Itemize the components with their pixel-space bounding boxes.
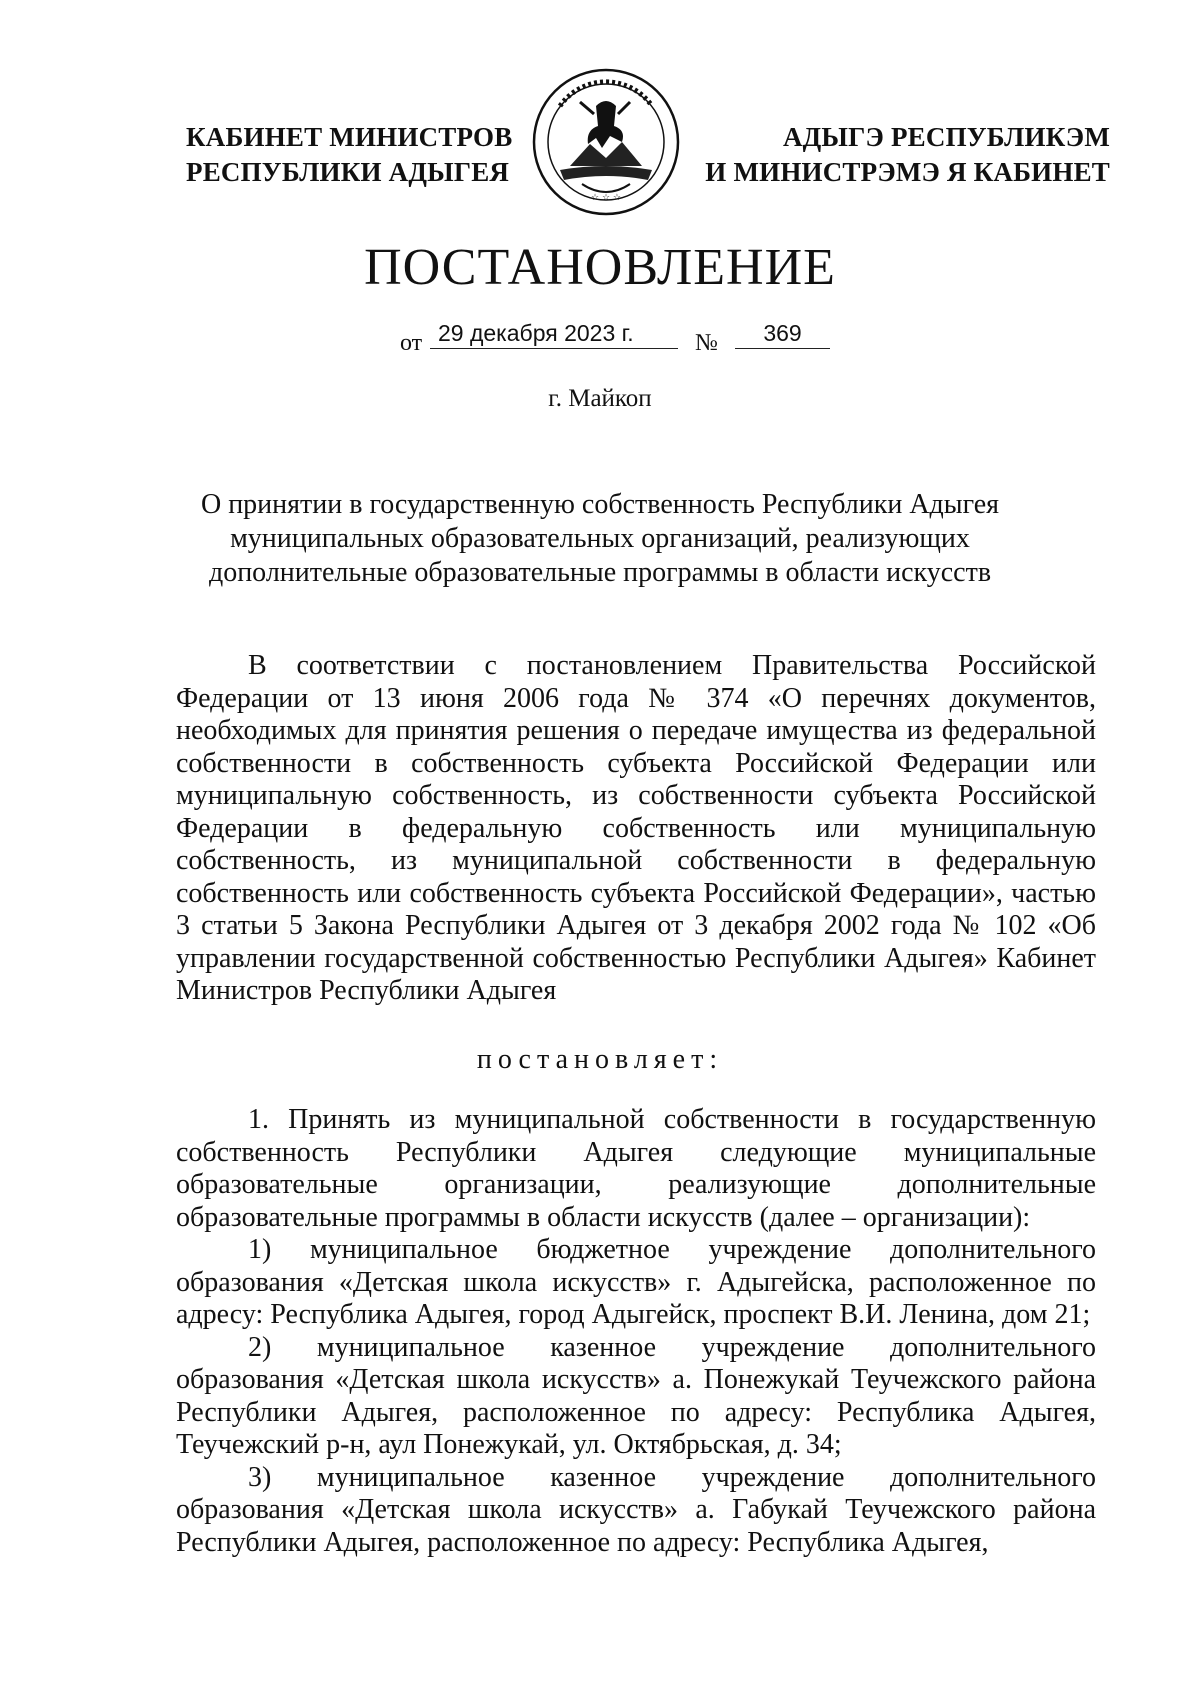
city: г. Майкоп bbox=[548, 385, 652, 412]
date-prefix: от bbox=[400, 330, 423, 356]
document-subject: О принятии в государственную собственность Республики Адыгея муниципальных образовательных организаций, реализующих дополнительные образовательные программы в области искусств bbox=[200, 489, 1000, 588]
resolves-heading: постановляет: bbox=[476, 1044, 724, 1075]
date-number-line bbox=[400, 318, 840, 358]
header-right-line2: И МИНИСТРЭМЭ Я КАБИНЕТ bbox=[705, 157, 1110, 187]
header-right bbox=[690, 120, 1110, 190]
sub-item-3: 3) муниципальное казенное учреждение дополнительного образования «Детская школа искусств» а. Габукай Теучежского района Республики Адыгея, расположенное по адресу: Республика Адыгея, bbox=[176, 1461, 1096, 1558]
header-left-line2: РЕСПУБЛИКИ АДЫГЕЯ bbox=[186, 157, 510, 187]
sub-item-1: 1) муниципальное бюджетное учреждение дополнительного образования «Детская школа искусств» г. Адыгейска, расположенное по адресу: Республика Адыгея, город Адыгейск, проспект В.И. Ленина, дом 21; bbox=[176, 1234, 1096, 1330]
header-left bbox=[186, 120, 516, 190]
header-left-line1: КАБИНЕТ МИНИСТРОВ bbox=[186, 122, 513, 152]
document-title: ПОСТАНОВЛЕНИЕ bbox=[364, 239, 836, 296]
preamble-paragraph: В соответствии с постановлением Правительства Российской Федерации от 13 июня 2006 года № 374 «О перечнях документов, необходимых для принятия решения о передаче имущества из федеральной собственности в собственность субъекта Российской Федерации или муниципальную собственность, из собственности субъекта Российской Федерации в федеральную собственность или муниципальную собственность, из муниципальной собственности в федеральную собственность или собственность субъекта Российской Федерации», частью 3 статьи 5 Закона Республики Адыгея от 3 декабря 2002 года № 102 «Об управлении государственной собственностью Республики Адыгея» Кабинет Министров Республики Адыгея bbox=[176, 650, 1096, 1006]
resolution-items bbox=[176, 1104, 1096, 1559]
svg-text:☆ ☆ ☆: ☆ ☆ ☆ bbox=[591, 193, 621, 203]
number-prefix: № bbox=[695, 330, 718, 356]
document-date: 29 декабря 2023 г. bbox=[430, 318, 678, 349]
coat-of-arms-emblem-icon bbox=[530, 66, 682, 218]
item-1: 1. Принять из муниципальной собственности в государственную собственность Республики Адыгея следующие муниципальные образовательные организации, реализующие дополнительные образовательные программы в области искусств (далее – организации): bbox=[176, 1104, 1096, 1233]
document-number: 369 bbox=[735, 318, 830, 349]
header-right-line1: АДЫГЭ РЕСПУБЛИКЭМ bbox=[782, 122, 1110, 152]
sub-item-2: 2) муниципальное казенное учреждение дополнительного образования «Детская школа искусств» а. Понежукай Теучежского района Республики Адыгея, расположенное по адресу: Республика Адыгея, Теучежский р-н, аул Понежукай, ул. Октябрьская, д. 34; bbox=[176, 1331, 1096, 1460]
